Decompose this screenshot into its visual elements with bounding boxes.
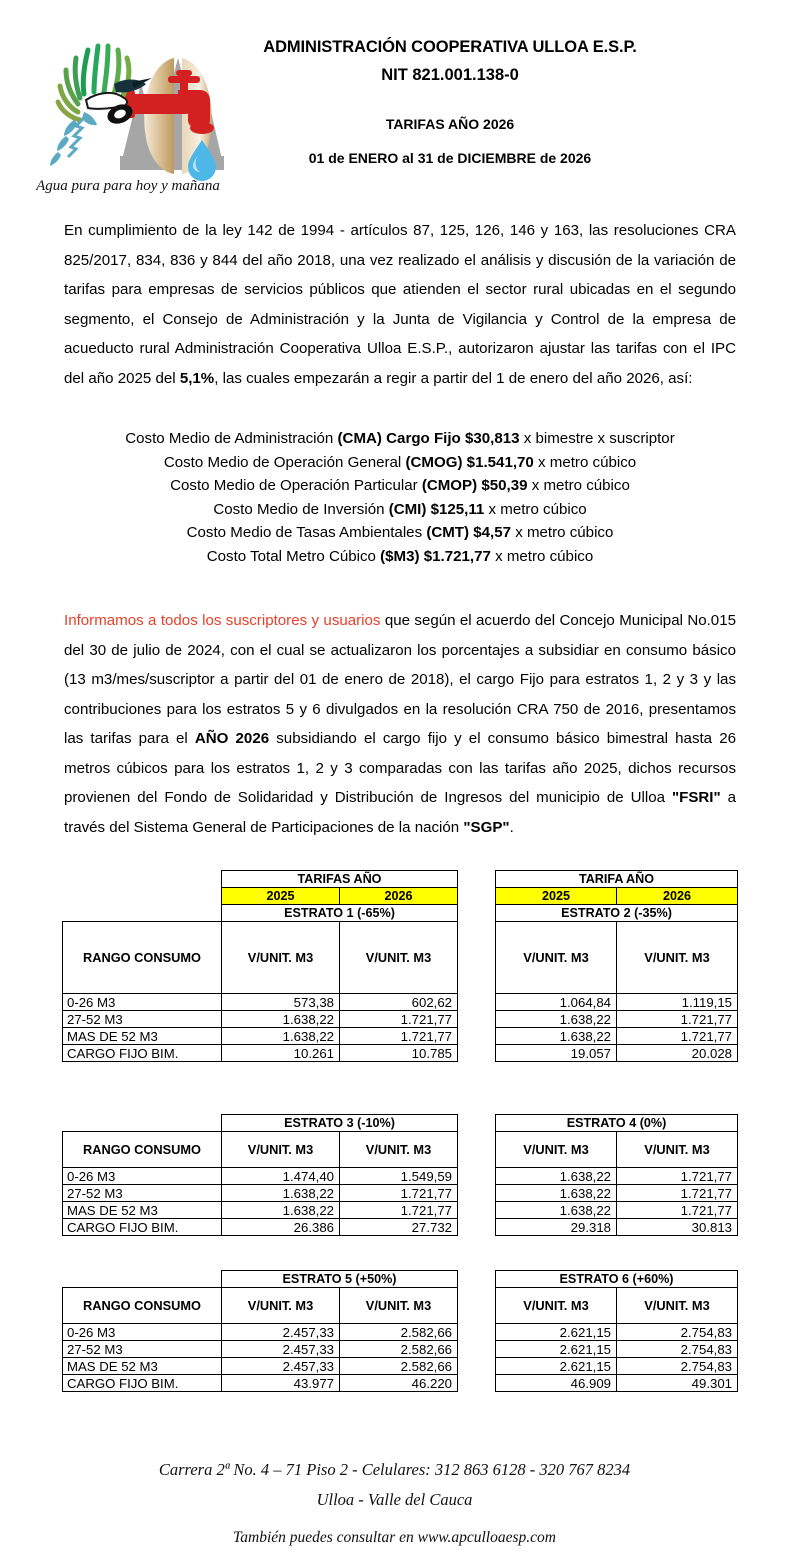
value-2026: 602,62 [340, 994, 458, 1011]
table-row [496, 1202, 738, 1219]
spacer-cell [63, 871, 222, 888]
cost-label-cma: Costo Medio de Administración [125, 430, 338, 447]
estrato-header-2: ESTRATO 2 (-35%) [496, 905, 738, 922]
tariff-table-estrato-6 [495, 1270, 738, 1392]
table-row [496, 905, 738, 922]
cost-suffix-cma: x bimestre x suscriptor [519, 430, 675, 447]
organization-nit: NIT 821.001.138-0 [381, 66, 519, 84]
value-2025: 2.621,15 [496, 1324, 617, 1341]
value-2025: 1.638,22 [496, 1185, 617, 1202]
estrato-header-5: ESTRATO 5 (+50%) [222, 1271, 458, 1288]
spacer-cell [63, 888, 222, 905]
table-row [63, 1324, 458, 1341]
document-header [0, 0, 789, 200]
sgp-acronym: "SGP" [463, 818, 510, 836]
column-header-rango: RANGO CONSUMO [63, 922, 222, 994]
subsidy-text-part-4: . [509, 818, 514, 836]
fsri-acronym: "FSRI" [671, 789, 721, 806]
table-row [63, 1115, 458, 1132]
value-2025: 2.457,33 [222, 1358, 340, 1375]
value-2026: 1.721,77 [340, 1185, 458, 1202]
intro-text-part-1: En cumplimiento de la ley 142 de 1994 - artículos 87, 125, 126, 146 y 163, las resoluciones CRA 825/2017, 834, 836 y 844 del año 2018, una vez realizado el análisis y discusión de la variación de tarifas para empresas de servicios públicos que atienden el sector rural ubicadas en el segundo segmento, el Consejo de Administración y la Junta de Vigilancia y Control de la empresa de acueducto rural Administración Cooperativa Ulloa E.S.P., autorizaron ajustar las tarifas con el IPC del año 2025 del [64, 222, 736, 387]
column-header-unit-2025: V/UNIT. M3 [222, 1288, 340, 1324]
cost-item-cmog [64, 451, 736, 475]
tariff-table-estrato-3 [62, 1114, 458, 1236]
tariff-table-estrato-2 [495, 870, 738, 1062]
value-2026: 30.813 [617, 1219, 738, 1236]
value-2025: 26.386 [222, 1219, 340, 1236]
spacer-cell [63, 1115, 222, 1132]
value-2025: 19.057 [496, 1045, 617, 1062]
table-row [63, 1011, 458, 1028]
row-label-27-52: 27-52 M3 [63, 1011, 222, 1028]
document-footer [0, 1455, 789, 1553]
cost-summary-list [64, 427, 736, 568]
subsidy-text-part-2: subsidiando el cargo fijo y el consumo básico bimestral hasta 26 metros cúbicos para los estratos 1, 2 y 3 comparadas con las tarifas año 2025, dichos recursos provienen del Fondo de Solidaridad y Distribución de Ingresos del municipio de Ulloa [64, 730, 736, 806]
value-2025: 1.638,22 [222, 1202, 340, 1219]
notice-lead-text: Informamos a todos los suscriptores y usuarios [64, 612, 381, 629]
value-2026: 2.582,66 [340, 1324, 458, 1341]
value-2025: 43.977 [222, 1375, 340, 1392]
table-row [63, 1045, 458, 1062]
value-2026: 2.754,83 [617, 1358, 738, 1375]
cost-code-cmop: (CMOP) $50,39 [421, 477, 528, 494]
row-label-27-52: 27-52 M3 [63, 1185, 222, 1202]
value-2025: 1.638,22 [496, 1011, 617, 1028]
table-row [496, 871, 738, 888]
value-2026: 1.721,77 [340, 1011, 458, 1028]
column-header-unit-2025: V/UNIT. M3 [222, 1132, 340, 1168]
spacer-cell [63, 1271, 222, 1288]
cost-suffix-cmt: x metro cúbico [511, 524, 614, 541]
table-row [496, 1324, 738, 1341]
ipc-value: 5,1% [179, 369, 215, 387]
subsidy-text-part-3: a través del Sistema General de Participaciones de la nación [64, 789, 736, 836]
spacer-cell [63, 905, 222, 922]
row-label-cargo-fijo: CARGO FIJO BIM. [63, 1219, 222, 1236]
value-2025: 1.474,40 [222, 1168, 340, 1185]
table-row [496, 1375, 738, 1392]
row-label-0-26: 0-26 M3 [63, 1324, 222, 1341]
value-2025: 46.909 [496, 1375, 617, 1392]
table-row [496, 1288, 738, 1324]
column-header-unit-2026: V/UNIT. M3 [617, 1132, 738, 1168]
row-label-cargo-fijo: CARGO FIJO BIM. [63, 1045, 222, 1062]
subsidy-text-part-1: que según el acuerdo del Concejo Municipal No.015 del 30 de julio de 2024, con el cual se actualizaron los porcentajes a subsidiar en consumo básico (13 m3/mes/suscriptor a partir del 01 de enero de 2018), el cargo Fijo para estratos 1, 2 y 3 y las contribuciones para los estratos 5 y 6 divulgados en la resolución CRA 750 de 2016, presentamos las tarifas para el [64, 612, 736, 747]
value-2026: 2.582,66 [340, 1358, 458, 1375]
column-header-unit-2026: V/UNIT. M3 [617, 1288, 738, 1324]
banner-tarifa-ano: TARIFA AÑO [496, 871, 738, 888]
intro-paragraph [64, 216, 736, 393]
estrato-header-1: ESTRATO 1 (-65%) [222, 905, 458, 922]
table-row [63, 1271, 458, 1288]
cost-code-m3: ($M3) $1.721,77 [380, 547, 491, 565]
value-2025: 1.638,22 [496, 1168, 617, 1185]
table-row [63, 905, 458, 922]
company-logo [28, 28, 228, 198]
value-2025: 1.638,22 [496, 1028, 617, 1045]
value-2026: 1.721,77 [617, 1011, 738, 1028]
value-2026: 1.721,77 [340, 1028, 458, 1045]
table-row [496, 1028, 738, 1045]
table-row [63, 1375, 458, 1392]
value-2025: 2.457,33 [222, 1324, 340, 1341]
row-label-0-26: 0-26 M3 [63, 1168, 222, 1185]
cost-label-m3: Costo Total Metro Cúbico [206, 547, 381, 565]
cost-suffix-m3: x metro cúbico [490, 547, 594, 565]
column-header-unit-2026: V/UNIT. M3 [340, 1288, 458, 1324]
table-row [63, 1219, 458, 1236]
cost-label-cmog: Costo Medio de Operación General [163, 453, 406, 471]
value-2025: 1.638,22 [222, 1028, 340, 1045]
column-header-unit-2025: V/UNIT. M3 [496, 1132, 617, 1168]
row-label-cargo-fijo: CARGO FIJO BIM. [63, 1375, 222, 1392]
value-2025: 1.638,22 [496, 1202, 617, 1219]
value-2026: 49.301 [617, 1375, 738, 1392]
year-header-2026: 2026 [617, 888, 738, 905]
tariff-table-estrato-5 [62, 1270, 458, 1392]
footer-location: Ulloa - Valle del Cauca [316, 1490, 473, 1509]
estrato-header-3: ESTRATO 3 (-10%) [222, 1115, 458, 1132]
row-label-mas-52: MAS DE 52 M3 [63, 1202, 222, 1219]
value-2025: 573,38 [222, 994, 340, 1011]
logo-slogan: Agua pura para hoy y mañana [36, 178, 220, 194]
column-header-unit-2025: V/UNIT. M3 [496, 1288, 617, 1324]
cost-item-cmop [64, 474, 736, 498]
header-title-block [200, 34, 700, 88]
value-2026: 20.028 [617, 1045, 738, 1062]
tariff-table-estrato-4 [495, 1114, 738, 1236]
column-header-unit-2026: V/UNIT. M3 [340, 922, 458, 994]
cost-item-m3 [64, 545, 736, 569]
tariff-table-estrato-1 [62, 870, 458, 1062]
table-row [63, 1202, 458, 1219]
document-subtitle-year: TARIFAS AÑO 2026 [385, 116, 515, 132]
cost-label-cmt: Costo Medio de Tasas Ambientales [186, 524, 427, 541]
value-2025: 2.621,15 [496, 1358, 617, 1375]
value-2025: 2.621,15 [496, 1341, 617, 1358]
value-2026: 1.721,77 [617, 1168, 738, 1185]
footer-address: Carrera 2ª No. 4 – 71 Piso 2 - Celulares: 312 863 6128 - 320 767 8234 [158, 1460, 631, 1479]
column-header-unit-2025: V/UNIT. M3 [222, 922, 340, 994]
table-row [63, 1168, 458, 1185]
value-2026: 2.582,66 [340, 1341, 458, 1358]
table-row [496, 1045, 738, 1062]
table-row [496, 1341, 738, 1358]
table-row [496, 1115, 738, 1132]
table-row [63, 871, 458, 888]
table-row [496, 1358, 738, 1375]
cost-label-cmi: Costo Medio de Inversión [213, 500, 389, 518]
value-2025: 10.261 [222, 1045, 340, 1062]
intro-text-part-2: , las cuales empezarán a regir a partir del 1 de enero del año 2026, así: [214, 369, 693, 387]
cost-suffix-cmi: x metro cúbico [484, 500, 587, 518]
value-2026: 1.721,77 [617, 1185, 738, 1202]
value-2026: 2.754,83 [617, 1324, 738, 1341]
year-header-2026: 2026 [340, 888, 458, 905]
footer-website: También puedes consultar en www.apculloaesp.com [233, 1529, 556, 1546]
cost-item-cma [64, 427, 736, 451]
table-row [496, 1185, 738, 1202]
row-label-mas-52: MAS DE 52 M3 [63, 1028, 222, 1045]
value-2026: 1.119,15 [617, 994, 738, 1011]
table-row [496, 1271, 738, 1288]
column-header-unit-2026: V/UNIT. M3 [617, 922, 738, 994]
table-row [496, 1011, 738, 1028]
estrato-header-6: ESTRATO 6 (+60%) [496, 1271, 738, 1288]
value-2025: 2.457,33 [222, 1341, 340, 1358]
column-header-rango: RANGO CONSUMO [63, 1132, 222, 1168]
cost-item-cmi [64, 498, 736, 522]
table-row [496, 922, 738, 994]
table-row [496, 1168, 738, 1185]
organization-name: ADMINISTRACIÓN COOPERATIVA ULLOA E.S.P. [263, 38, 637, 56]
value-2026: 1.721,77 [340, 1202, 458, 1219]
logo-graphic [28, 28, 228, 198]
table-row [63, 1185, 458, 1202]
table-row [63, 1358, 458, 1375]
value-2025: 1.638,22 [222, 1185, 340, 1202]
row-label-0-26: 0-26 M3 [63, 994, 222, 1011]
cost-code-cmt: (CMT) $4,57 [426, 524, 512, 541]
cost-suffix-cmop: x metro cúbico [527, 477, 630, 494]
table-row [63, 888, 458, 905]
estrato-header-4: ESTRATO 4 (0%) [496, 1115, 738, 1132]
table-row [63, 1288, 458, 1324]
subsidy-paragraph [64, 606, 736, 842]
table-row [496, 888, 738, 905]
table-row [63, 1028, 458, 1045]
value-2025: 1.638,22 [222, 1011, 340, 1028]
value-2026: 1.549,59 [340, 1168, 458, 1185]
value-2026: 10.785 [340, 1045, 458, 1062]
cost-code-cmi: (CMI) $125,11 [388, 500, 485, 518]
value-2025: 1.064,84 [496, 994, 617, 1011]
value-2026: 1.721,77 [617, 1028, 738, 1045]
table-row [496, 1132, 738, 1168]
cost-code-cma: (CMA) Cargo Fijo $30,813 [337, 430, 520, 447]
column-header-unit-2025: V/UNIT. M3 [496, 922, 617, 994]
cost-suffix-cmog: x metro cúbico [533, 453, 637, 471]
value-2026: 27.732 [340, 1219, 458, 1236]
year-header-2025: 2025 [222, 888, 340, 905]
cost-item-cmt [64, 521, 736, 545]
subsidy-year: AÑO 2026 [194, 730, 270, 747]
table-row [496, 1219, 738, 1236]
table-row [63, 1132, 458, 1168]
column-header-unit-2026: V/UNIT. M3 [340, 1132, 458, 1168]
table-row [496, 994, 738, 1011]
year-header-2025: 2025 [496, 888, 617, 905]
value-2025: 29.318 [496, 1219, 617, 1236]
table-row [63, 1341, 458, 1358]
document-subtitle-period: 01 de ENERO al 31 de DICIEMBRE de 2026 [308, 150, 592, 166]
value-2026: 2.754,83 [617, 1341, 738, 1358]
table-row [63, 922, 458, 994]
table-row [63, 994, 458, 1011]
cost-code-cmog: (CMOG) $1.541,70 [405, 453, 534, 471]
cost-label-cmop: Costo Medio de Operación Particular [170, 477, 422, 494]
row-label-mas-52: MAS DE 52 M3 [63, 1358, 222, 1375]
column-header-rango: RANGO CONSUMO [63, 1288, 222, 1324]
row-label-27-52: 27-52 M3 [63, 1341, 222, 1358]
value-2026: 46.220 [340, 1375, 458, 1392]
banner-tarifas-ano: TARIFAS AÑO [222, 871, 458, 888]
value-2026: 1.721,77 [617, 1202, 738, 1219]
